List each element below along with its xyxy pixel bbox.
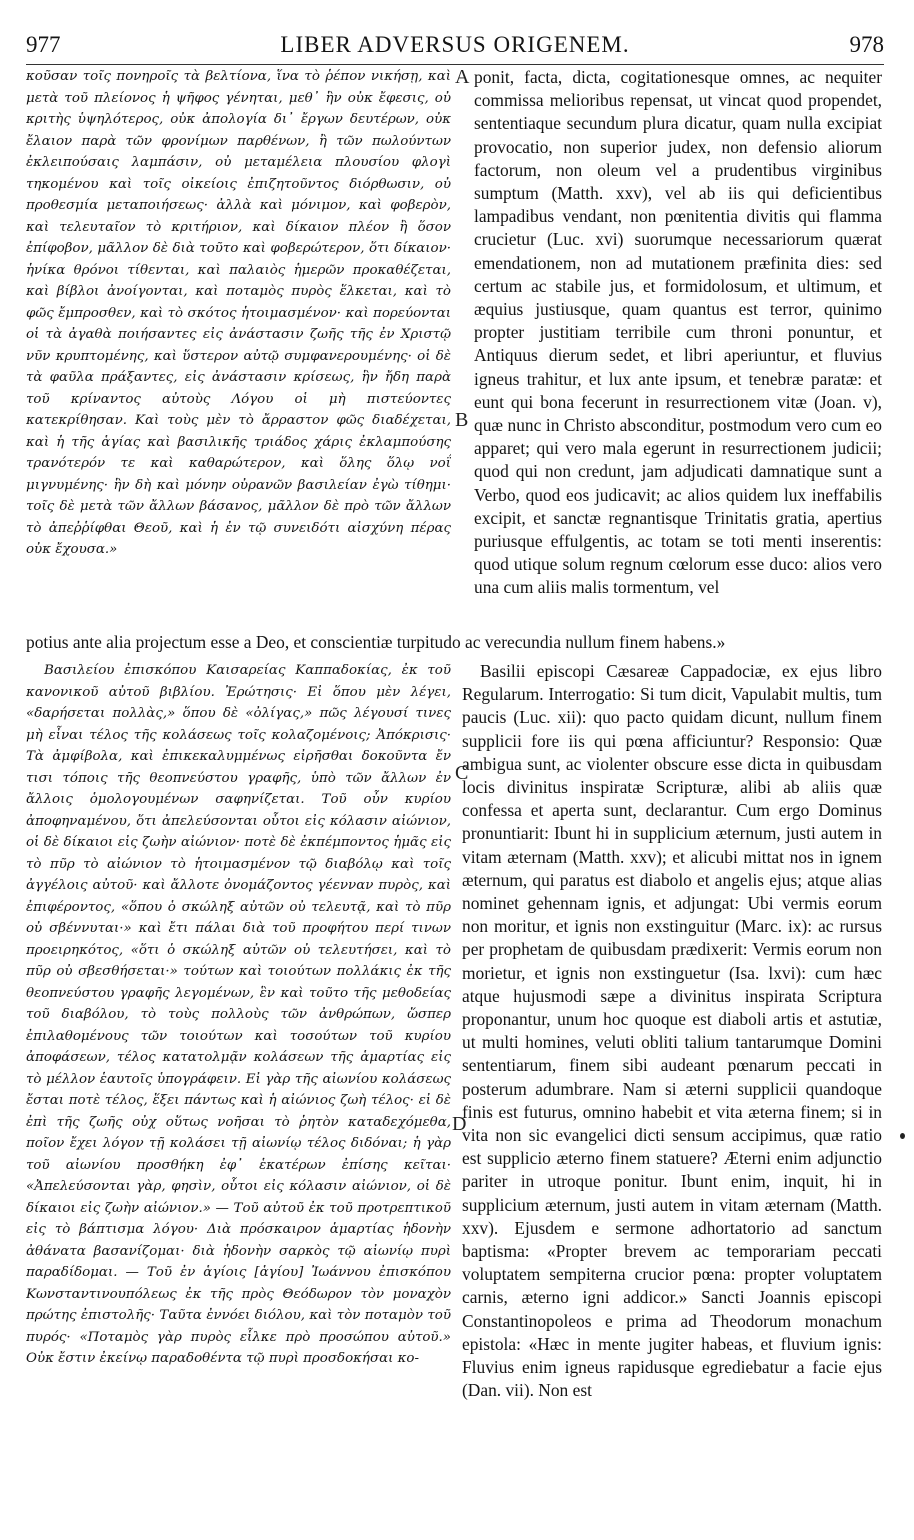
margin-letter-a: A (455, 66, 470, 88)
ink-speck (900, 1133, 905, 1139)
margin-letter-c: C (455, 762, 469, 784)
latin-column-bottom (462, 660, 882, 1530)
header-rule (26, 64, 884, 65)
latin-paragraph-bottom: Basilii episcopi Cæsareæ Cappadociæ, ex ejus libro Regularum. Interrogatio: Si tum dicit, Vapulabit multis, tum paucis (Luc. xii): quo pacto quidam dicunt, nullum finem supplicii fore iis qui pœna afficiuntur? Responsio: Quæ ambigua sunt, ac violenter obscure esse dicta in quibusdam locis divinitus inspiratæ Scripturæ, alibi ab aliis quæ confessa et aperta sunt, declarantur. Cum ergo Dominus pronuntiarit: Ibunt hi in supplicium æternum, justi autem in vitam æternam (Matth. xxv); et alicubi mittat nos in ignem æternum, qui paratus est diabolo et angelis ejus; atque alias nominet gehennam ignis, et adjungat: Ubi vermis eorum non moritur, et ignis non exstinguitur (Marc. ix): ac rursus per prophetam de quibusdam prædixerit: Vermis eorum non morietur, et ignis non exstinguetur (Isa. lxvi): cum hæc atque hujusmodi sæpe a divinitus inspirata Scriptura proponantur, unum hoc quoque est diaboli artis et astutiæ, ut multi homines, veluti obliti talium tantarumque Domini sententiarum, finem sibi audeant pœnarum peccati in posterum adumbrare. Nam si æterni supplicii quandoque finis est futurus, omnino habebit et vita æterna finem; si in vita non sic evangelici dicti sensum accipimus, quæ ratio est supplicio æterno finem statuere? Æterni enim adjunctio pariter in utroque ponitur. Ibunt enim, inquit, hi in supplicium æternum, justi autem in vitam æternam (Matth. xxv). Ejusdem e sermone adhortatorio ad sanctum baptisma: «Propter brevem ac temporariam peccati voluptatem sempiterna crucior pœna: propter voluptatem carnis, æterno igni addicor.» Sancti Joannis episcopi Constantinopoleos e prima ad Theodorum monachum epistola: «Hæc in mente jugiter habeas, et fluvium ignis: Fluvius enim igneus rapidusque egrediebatur a facie ejus (Dan. vii). Non est (462, 661, 882, 1401)
book-title: LIBER ADVERSUS ORIGENEM. (280, 32, 630, 57)
page-number-right: 978 (849, 32, 884, 57)
margin-letter-d: D (452, 1113, 467, 1135)
margin-letter-b: B (455, 409, 469, 431)
latin-paragraph-top: ponit, facta, dicta, cogitationesque omnes, ac nequiter commissa melioribus repensat, ut vincat quod propendet, sententiaque secundum plura dicatur, quam nulla excipiat provocatio, non superior judex, non defensio aliorum factorum, non oleum vel a prudentibus virginibus sumptum (Matth. xxv), vel ab iis qui deficientibus lampadibus vendant, non pœnitentia divitis qui flamma crucietur (Luc. xvi) suorumque necessariorum quærat emendationem, non ad mutationem præfinita dies: sed certum ac stabile jus, et formidolosum, et ultimum, et æquius justiusque, quam quantus est terror, quinimo propter justitiam terribile cum throni ponuntur, et Antiquus dierum sedet, et libri aperiuntur, et fluvius igneus trahitur, et lux ante ipsum, et tenebræ paratæ: et eunt qui bona fecerunt in resurrectionem vitæ (Joan. v), quæ nunc in Christo absconditur, postmodum vero cum eo apparet; qui vero mala egerunt in resurrectionem judicii; quod qui non credunt, jam adjudicati damnatique sunt a Verbo, quod eos judicavit; ac alios quidem lux ineffabilis excipit, et sanctæ regnantisque Trinitatis gratia, apertius puriusque effulgentis, ac totam se toti menti inserentis: quod utique solum regnum cœlorum esse duco: alios vero una cum aliis malis tormentum, vel (474, 67, 882, 598)
page-number-left: 977 (26, 32, 61, 57)
greek-paragraph-top: κοῦσαν τοῖς πονηροῖς τὰ βελτίονα, ἵνα τὸ ῥέπον νικήσῃ, καὶ μετὰ τοῦ πλείονος ἡ ψῆφος γένηται, μεθ᾽ ἣν οὐκ ἔφεσις, οὐ κριτὴς ὑψηλότερος, οὐκ ἀπολογία δι᾽ ἔργων δευτέρων, οὐκ ἔλαιον παρὰ τῶν φρονίμων παρθένων, ἢ τῶν πωλούντων ἐκλειπούσαις λαμπάσιν, οὐ μεταμέλεια πλουσίου φλογὶ τηκομένου καὶ τοῖς οἰκείοις ἐπιζητοῦντος διόρθωσιν, οὐ προθεσμία μεταποιήσεως· ἀλλὰ καὶ μόνιμον, καὶ φοβερὸν, καὶ τελευταῖον τὸ κριτήριον, καὶ δίκαιον πλέον ἢ ὅσον ἐπίφοβον, μᾶλλον δὲ διὰ τοῦτο καὶ φοβερώτερον, ὅτι δίκαιον· ἡνίκα θρόνοι τίθενται, καὶ παλαιὸς ἡμερῶν προκαθέζεται, καὶ βίβλοι ἀνοίγονται, καὶ ποταμὸς πυρὸς ἕλκεται, καὶ τὸ φῶς ἔμπροσθεν, καὶ τὸ σκότος ἡτοιμασμένον· καὶ πορεύονται οἱ τὰ ἀγαθὰ ποιήσαντες εἰς ἀνάστασιν ζωῆς τῆς ἐν Χριστῷ νῦν κρυπτομένης, καὶ ὕστερον αὐτῷ συμφανερουμένης· οἱ δὲ τὰ φαῦλα πράξαντες, εἰς ἀνάστασιν κρίσεως, ἣν ἤδη παρὰ τοῦ κρίναντος αὐτοὺς Λόγου οἱ μὴ πιστεύοντες κατεκρίθησαν. Καὶ τοὺς μὲν τὸ ἄρραστον φῶς διαδέχεται, καὶ ἡ τῆς ἁγίας καὶ βασιλικῆς τριάδος χάρις ἐκλαμπούσης τρανότερόν τε καὶ καθαρώτερον, καὶ ὅλης ὅλῳ νοΐ μιγνυμένης· ἣν δὴ καὶ μόνην οὐρανῶν βασιλείαν ἐγὼ τίθημι· τοῖς δὲ μετὰ τῶν ἄλλων βάσανος, μᾶλλον δὲ πρὸ τῶν ἄλλων τὸ ἀπεῤῥίφθαι Θεοῦ, καὶ ἡ ἐν τῷ συνειδότι αἰσχύνη πέρας οὐκ ἔχουσα.» (26, 69, 451, 557)
latin-column-top (474, 66, 882, 626)
running-head (26, 30, 884, 64)
greek-paragraph-bottom: Βασιλείου ἐπισκόπου Καισαρείας Καππαδοκίας, ἐκ τοῦ κανονικοῦ αὐτοῦ βιβλίου. Ἐρώτησις· Εἰ ὅπου μὲν λέγει, «δαρήσεται πολλὰς,» ὅπου δὲ «ὀλίγας,» πῶς λέγουσί τινες μὴ εἶναι τέλος τῆς κολάσεως τοῖς κολαζομένοις; Ἀπόκρισις· Τὰ ἀμφίβολα, καὶ ἐπικεκαλυμμένως εἰρῆσθαι δοκοῦντα ἔν τισι τόποις τῆς θεοπνεύστου γραφῆς, ὑπὸ τῶν ἄλλων ἐν ἄλλοις ὁμολογουμένων σαφηνίζεται. Τοῦ οὖν κυρίου ἀποφηναμένου, ὅτι ἀπελεύσονται οὗτοι εἰς κόλασιν αἰώνιον, οἱ δὲ δίκαιοι εἰς ζωὴν αἰώνιον· ποτὲ δὲ ἐκπέμποντος ἡμᾶς εἰς τὸ πῦρ τὸ αἰώνιον τὸ ἡτοιμασμένον τῷ διαβόλῳ καὶ τοῖς ἀγγέλοις αὐτοῦ· καὶ ἄλλοτε ὀνομάζοντος γέενναν πυρὸς, καὶ ἐπιφέροντος, «ὅπου ὁ σκώληξ αὐτῶν οὐ τελευτᾷ, καὶ τὸ πῦρ οὐ σβέννυται·» καὶ ἔτι πάλαι διὰ τοῦ προφήτου περί τινων προειρηκότος, «ὅτι ὁ σκώληξ αὐτῶν οὐ τελευτήσει, καὶ τὸ πῦρ οὐ σβεσθήσεται·» τούτων καὶ τοιούτων πολλάκις ἐκ τῆς θεοπνεύστου γραφῆς λεγομένων, ἓν καὶ τοῦτο τῆς μεθοδείας τοῦ διαβόλου, τὸ τοὺς πολλοὺς τῶν ἀνθρώπων, ὥσπερ ἐπιλαθομένους τῶν τοιούτων καὶ τοσούτων τοῦ κυρίου ἀποφάσεων, τέλος κατατολμᾷν κολάσεων τῆς ἁμαρτίας εἰς τὸ μέλλον ἑαυτοῖς ὑπογράφειν. Εἰ γὰρ τῆς αἰωνίου κολάσεως ἔσται ποτὲ τέλος, ἕξει πάντως καὶ ἡ αἰώνιος ζωὴ τέλος· εἰ δὲ ἐπὶ τῆς ζωῆς οὐχ οὕτως νοῆσαι τὸ ῥητὸν καταδεχόμεθα, ποῖον ἔχει λόγον τῇ κολάσει τῇ αἰωνίῳ τέλος διδόναι; ἡ γὰρ τοῦ αἰωνίου προσθήκη ἐφ᾽ ἑκατέρων ἐπίσης κεῖται· «Ἀπελεύσονται γὰρ, φησὶν, οὗτοι εἰς κόλασιν αἰώνιον, οἱ δὲ δίκαιοι εἰς ζωὴν αἰώνιον.» — Τοῦ αὐτοῦ ἐκ τοῦ προτρεπτικοῦ εἰς τὸ βάπτισμα λόγου· Διὰ πρόσκαιρον ἁμαρτίας ἡδονὴν ἀθάνατα βασανίζομαι· διὰ ἡδονὴν σαρκὸς τῷ αἰωνίῳ πυρὶ παραδίδομαι. — Τοῦ ἐν ἁγίοις [ἁγίου] Ἰωάννου ἐπισκόπου Κωνσταντινουπόλεως ἐκ τῆς πρὸς Θεόδωρον τὸν μοναχὸν πρώτης ἐπιστολῆς· Ταῦτα ἐννόει διόλου, καὶ τὸν ποταμὸν τοῦ πυρός· «Ποταμὸς γὰρ πυρὸς εἷλκε πρὸ προσώπου αὐτοῦ.» Οὐκ ἔστιν ἐκείνῳ παραδοθέντα τῷ πυρὶ προσδοκήσαι κο- (26, 663, 451, 1366)
greek-column-top (26, 66, 451, 612)
full-width-line: potius ante alia projectum esse a Deo, et conscientiæ turpitudo ac verecundia nullum finem habens.» (26, 632, 726, 652)
greek-column-bottom (26, 660, 451, 1530)
